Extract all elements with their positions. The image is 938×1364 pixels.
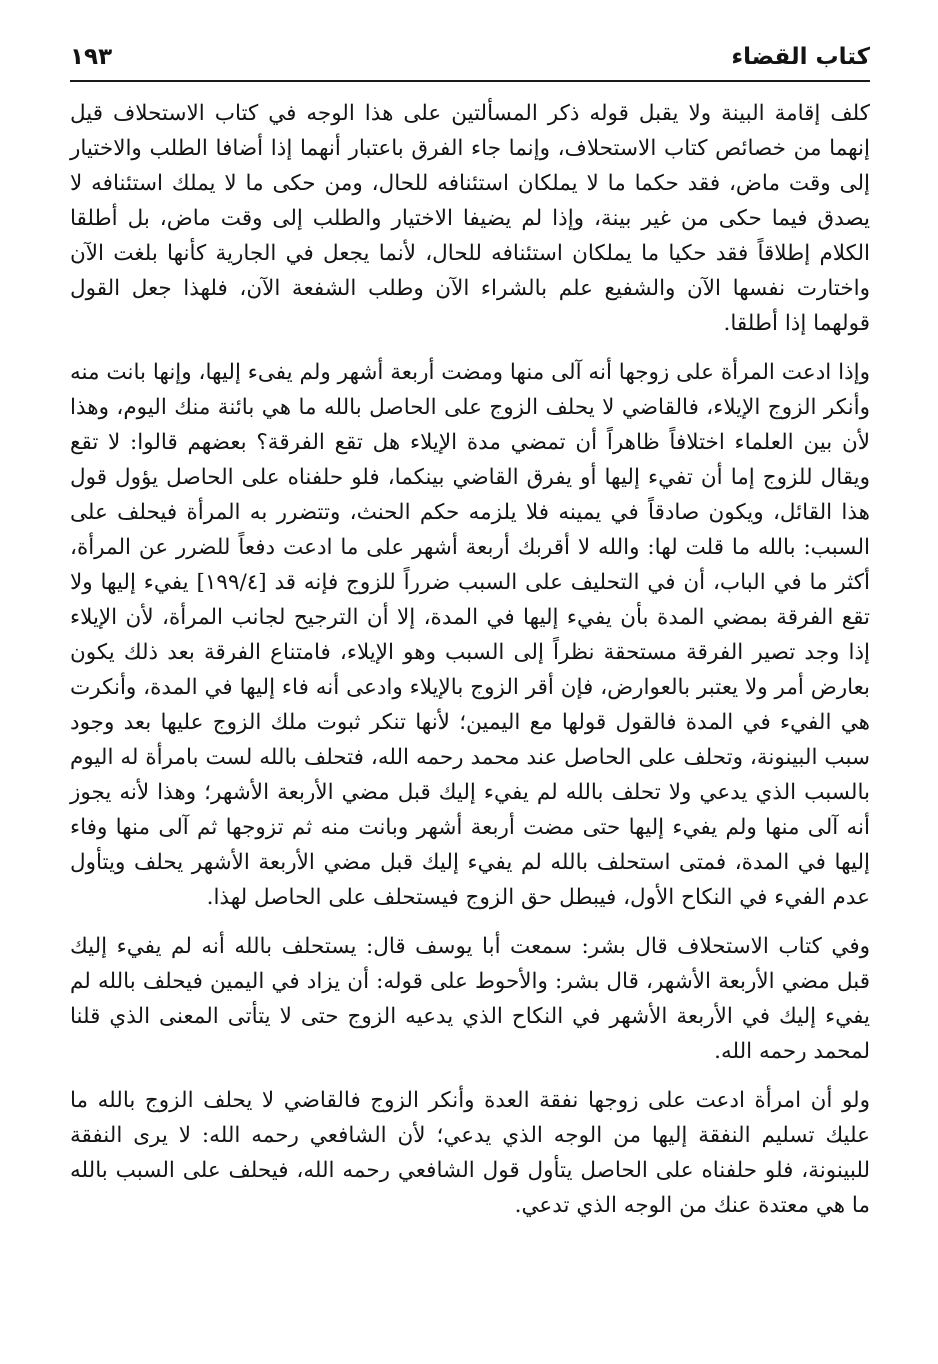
header-rule xyxy=(70,80,870,82)
book-title: كتاب القضاء xyxy=(731,44,870,70)
page-body xyxy=(70,96,870,1223)
page-number: ١٩٣ xyxy=(70,44,113,70)
paragraph: كلف إقامة البينة ولا يقبل قوله ذكر المسألتين على هذا الوجه في كتاب الاستحلاف قيل إنهما من خصائص كتاب الاستحلاف، وإنما جاء الفرق باعتبار أنهما إذا أضافا الطلب والاختيار إلى وقت ماض، فقد حكما ما لا يملكان استئنافه للحال، ومن حكى ما لا يملك استئنافه لا يصدق فيما حكى من غير بينة، وإذا لم يضيفا الاختيار والطلب إلى وقت ماض، بل أطلقا الكلام إطلاقاً فقد حكيا ما يملكان استئنافه للحال، لأنما يجعل في الجارية كأنها بلغت الآن واختارت نفسها الآن والشفيع علم بالشراء الآن وطلب الشفعة الآن، فلهذا جعل القول قولهما إذا أطلقا. xyxy=(70,101,870,336)
page-header xyxy=(70,30,870,70)
paragraph: ولو أن امرأة ادعت على زوجها نفقة العدة وأنكر الزوج فالقاضي لا يحلف الزوج بالله ما عليك تسليم النفقة إليها من الوجه الذي يدعي؛ لأن الشافعي رحمه الله: لا يرى النفقة للبينونة، فلو حلفناه على الحاصل يتأول قول الشافعي رحمه الله، فيحلف على السبب بالله ما هي معتدة عنك من الوجه الذي تدعي. xyxy=(70,1088,870,1218)
paragraph: وفي كتاب الاستحلاف قال بشر: سمعت أبا يوسف قال: يستحلف بالله أنه لم يفيء إليك قبل مضي الأربعة الأشهر، قال بشر: والأحوط على قوله: أن يزاد في اليمين فيحلف بالله لم يفيء إليك في الأربعة الأشهر في النكاح الذي يدعيه الزوج حتى لا يتأتى المعنى الذي قلنا لمحمد رحمه الله. xyxy=(70,934,870,1064)
paragraph: وإذا ادعت المرأة على زوجها أنه آلى منها ومضت أربعة أشهر ولم يفىء إليها، وإنها بانت منه وأنكر الزوج الإيلاء، فالقاضي لا يحلف الزوج على الحاصل بالله ما هي بائنة منك اليوم، وهذا لأن بين العلماء اختلافاً ظاهراً أن تمضي مدة الإيلاء هل تقع الفرقة؟ بعضهم قالوا: لا تقع ويقال للزوج إما أن تفيء إليها أو يفرق القاضي بينكما، فلو حلفناه على الحاصل يؤول قول هذا القائل، ويكون صادقاً في يمينه فلا يلزمه حكم الحنث، وتتضرر به المرأة فيحلف على السبب: بالله ما قلت لها: والله لا أقربك أربعة أشهر على ما ادعت دفعاً للضرر عن المرأة، أكثر ما في الباب، أن في التحليف على السبب ضرراً للزوج فإنه قد [١٩٩/٤] يفيء إليها ولا تقع الفرقة بمضي المدة بأن يفيء إليها في المدة، إلا أن الترجيح لجانب المرأة، لأن الإيلاء إذا وجد تصير الفرقة مستحقة نظراً إلى السبب وهو الإيلاء، فامتناع الفرقة بعد ذلك يكون بعارض أمر ولا يعتبر بالعوارض، فإن أقر الزوج بالإيلاء وادعى أنه فاء إليها في المدة، وأنكرت هي الفيء في المدة فالقول قولها مع اليمين؛ لأنها تنكر ثبوت ملك الزوج عليها بعد وجود سبب البينونة، وتحلف على الحاصل عند محمد رحمه الله، فتحلف بالله لست بامرأة له اليوم بالسبب الذي يدعي ولا تحلف بالله لم يفيء إليك قبل مضي الأربعة الأشهر؛ وهذا لأنه يجوز أنه آلى منها ولم يفيء إليها حتى مضت أربعة أشهر وبانت منه ثم تزوجها ثم آلى منها وفاء إليها في المدة، فمتى استحلف بالله لم يفيء إليك قبل مضي الأربعة الأشهر يحلف ويتأول عدم الفيء في النكاح الأول، فيبطل حق الزوج فيستحلف على الحاصل لهذا. xyxy=(70,360,870,910)
